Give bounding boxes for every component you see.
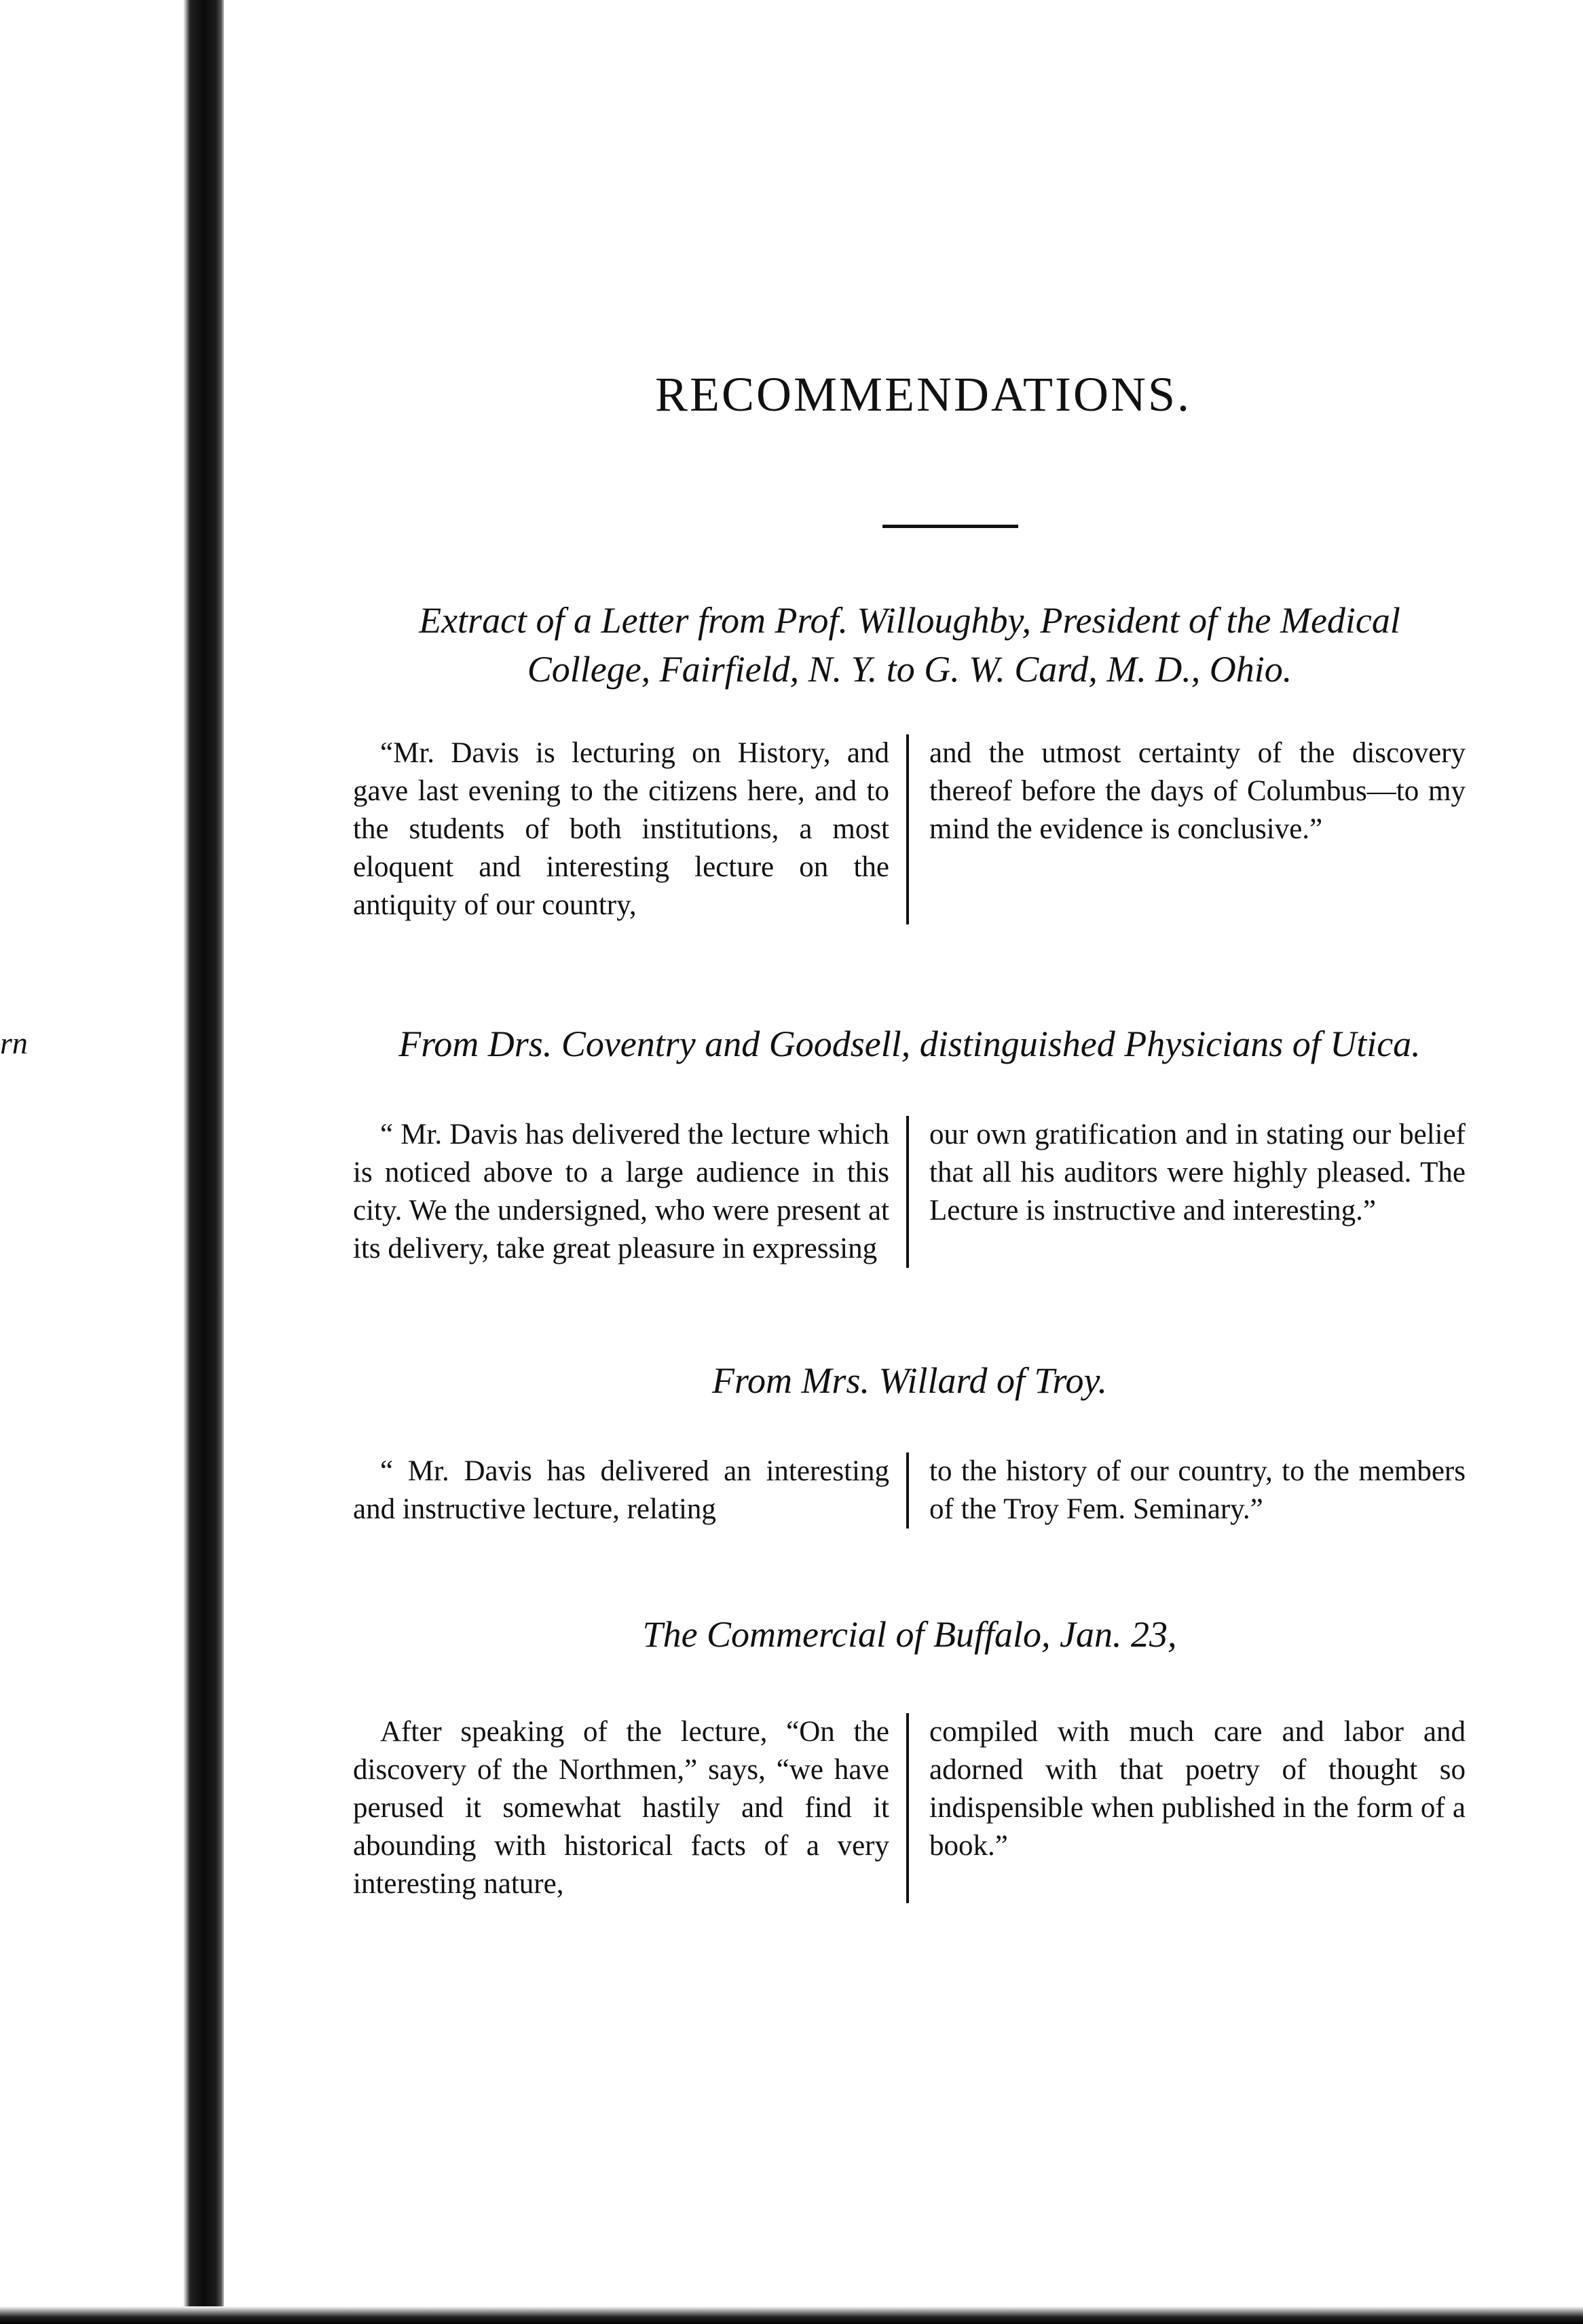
left-column xyxy=(353,734,906,924)
right-column-text: to the history of our country, to the members of the Troy Fem. Seminary.” xyxy=(929,1455,1466,1525)
section-heading: The Commercial of Buffalo, Jan. 23, xyxy=(642,1614,1177,1655)
right-column xyxy=(906,734,1466,924)
section-heading: From Drs. Coventry and Goodsell, distinguished Physicians of Utica. xyxy=(398,1024,1421,1064)
left-column-text: “ Mr. Davis has delivered the lecture which is noticed above to a large audience in this city. We the undersigned, who were present at its delivery, take great pleasure in expressing xyxy=(353,1119,889,1264)
left-column-text: “ Mr. Davis has delivered an interesting and instructive lecture, relating xyxy=(353,1455,889,1525)
recommendation-section xyxy=(353,596,1466,924)
right-column xyxy=(906,1116,1466,1268)
left-column-text: After speaking of the lecture, “On the discovery of the Northmen,” says, “we have perused it somewhat hastily and find it abounding with historical facts of a very interesting nature, xyxy=(353,1716,889,1900)
right-column-text: and the utmost certainty of the discovery thereof before the days of Columbus—to my mind the evidence is conclusive.” xyxy=(929,737,1466,845)
left-column xyxy=(353,1452,906,1529)
section-heading: From Mrs. Willard of Troy. xyxy=(711,1360,1108,1401)
right-column-text: our own gratification and in stating our belief that all his auditors were highly pleased. The Lecture is instructive and interesting.” xyxy=(929,1119,1466,1226)
left-column xyxy=(353,1713,906,1903)
margin-fragment-text: rn xyxy=(0,1026,28,1060)
page-bottom-edge xyxy=(0,2306,1583,2324)
recommendation-section xyxy=(353,1610,1466,1903)
left-column xyxy=(353,1116,906,1268)
document-page xyxy=(353,367,1466,1903)
recommendation-section xyxy=(353,1019,1466,1268)
section-columns xyxy=(353,734,1466,924)
right-column xyxy=(906,1452,1466,1529)
page-title: RECOMMENDATIONS. xyxy=(654,367,1192,421)
section-columns xyxy=(353,1713,1466,1903)
section-heading: Extract of a Letter from Prof. Willoughby, President of the Medical College, Fairfield, N. Y. to G. W. Card, M. D., Ohio. xyxy=(419,600,1400,690)
section-columns xyxy=(353,1452,1466,1529)
right-column xyxy=(906,1713,1466,1903)
book-binding-edge xyxy=(0,0,224,2324)
left-column-text: “Mr. Davis is lecturing on History, and gave last evening to the citizens here, and to the students of both institutions, a most eloquent and interesting lecture on the antiquity of our country, xyxy=(353,737,889,921)
right-column-text: compiled with much care and labor and adorned with that poetry of thought so indispensible when published in the form of a book.” xyxy=(929,1716,1466,1862)
recommendation-section xyxy=(353,1356,1466,1529)
title-rule xyxy=(882,525,1018,528)
section-columns xyxy=(353,1116,1466,1268)
